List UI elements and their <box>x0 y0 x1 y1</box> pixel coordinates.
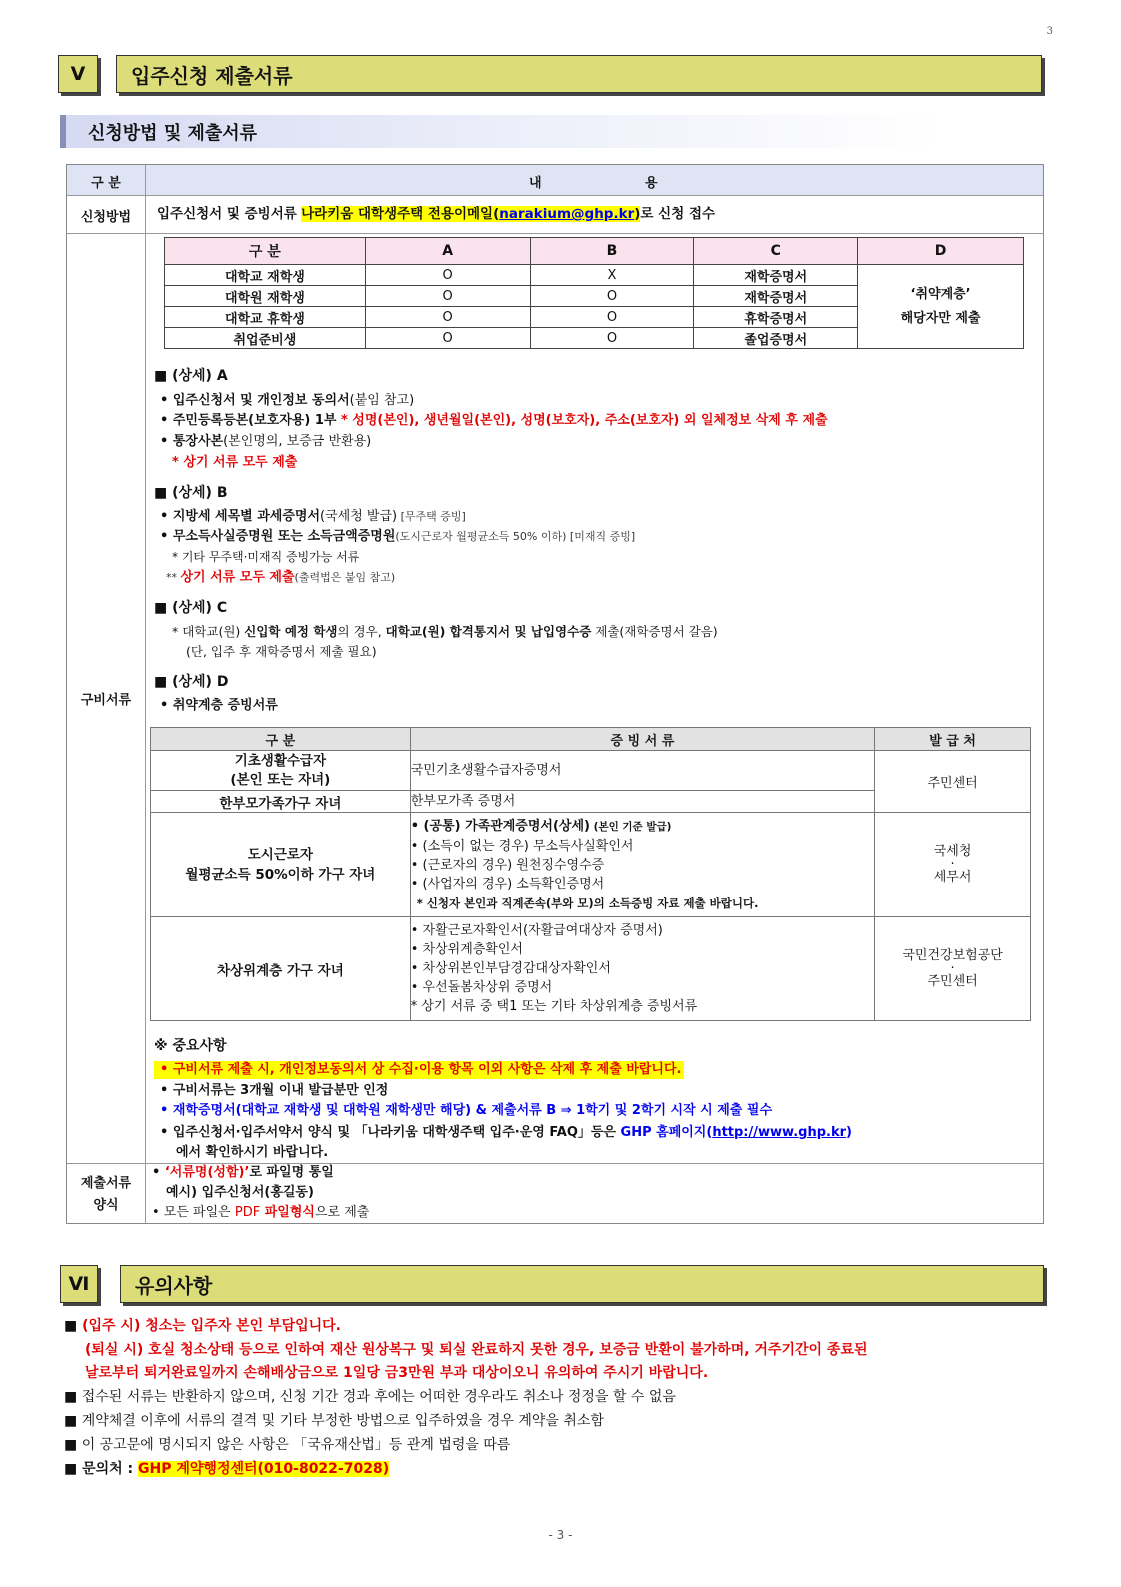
ghp-homepage-link[interactable]: http://www.ghp.kr <box>712 1125 846 1140</box>
table-row: 대학교 재학생 O X 재학증명서 ‘취약계층’ 해당자만 제출 <box>165 265 1024 286</box>
notice-3: ■ 계약체결 이후에 서류의 결격 및 기타 부정한 방법으로 입주하였을 경우 계약을 취소함 <box>64 1413 604 1429</box>
header-content-b: 용 <box>645 176 658 191</box>
section-6-number: Ⅵ <box>60 1265 98 1303</box>
cat-header-b: B <box>530 238 694 265</box>
notice-5: ■ 문의처 : GHP 계약행정센터(010-8022-7028) <box>64 1461 390 1477</box>
detail-d-item1: • 취약계층 증빙서류 <box>160 698 278 713</box>
section-6-title: 유의사항 <box>120 1265 1044 1303</box>
category-table <box>164 237 1024 349</box>
detail-a-title: ■ (상세) A <box>154 368 228 384</box>
section-5-number: Ⅴ <box>58 55 98 93</box>
important-item4: • 입주신청서·입주서약서 양식 및 「나라키움 대학생주택 입주·운영 FAQ」등은 GHP 홈페이지(http://www.ghp.kr) <box>160 1125 852 1140</box>
row-format-label: 제출서류 양식 <box>80 1176 132 1213</box>
notice-1-line2: (퇴실 시) 호실 청소상태 등으로 인하여 재산 원상복구 및 퇴실 완료하지 못한 경우, 보증금 반환이 불가하며, 거주기간이 종료된 <box>85 1342 868 1358</box>
main-table-header-bg <box>67 165 1043 195</box>
format-line2: 예시) 입주신청서(홍길동) <box>166 1185 314 1200</box>
header-category: 구 분 <box>91 176 121 191</box>
cat-header-a: A <box>365 238 530 265</box>
format-line1: • ‘서류명(성함)’로 파일명 통일 <box>152 1165 334 1180</box>
format-line3: • 모든 파일은 PDF 파일형식으로 제출 <box>152 1205 370 1220</box>
proof-table <box>150 727 1031 1021</box>
cat-header-category: 구 분 <box>165 238 366 265</box>
apply-email-link[interactable]: narakium@ghp.kr <box>499 206 635 222</box>
table-row: 한부모가족가구 자녀 한부모가족 증명서 <box>151 791 1031 813</box>
cat-header-c: C <box>694 238 858 265</box>
section-5-title: 입주신청 제출서류 <box>116 55 1042 93</box>
page-footer: - 3 - <box>548 1528 573 1542</box>
row-apply-label: 신청방법 <box>80 210 132 225</box>
proof-header-docs: 증 빙 서 류 <box>410 728 874 751</box>
row-docs-label: 구비서류 <box>80 693 132 708</box>
detail-b-title: ■ (상세) B <box>154 485 228 501</box>
notice-4: ■ 이 공고문에 명시되지 않은 사항은 「국유재산법」등 관계 법령을 따름 <box>64 1437 511 1453</box>
detail-a-item1: • 입주신청서 및 개인정보 동의서(붙임 참고) <box>160 393 415 408</box>
cat-header-d: D <box>858 238 1024 265</box>
proof-header-category: 구 분 <box>151 728 411 751</box>
detail-c-title: ■ (상세) C <box>154 600 228 616</box>
table-row: 취업준비생 O O 졸업증명서 <box>165 328 1024 349</box>
corner-page-number: 3 <box>1046 26 1053 37</box>
detail-d-title: ■ (상세) D <box>154 674 229 690</box>
detail-c-line1: * 대학교(원) 신입학 예정 학생의 경우, 대학교(원) 합격통지서 및 납입영수증 제출(재학증명서 갈음) <box>172 624 718 639</box>
detail-a-note: * 상기 서류 모두 제출 <box>172 455 298 470</box>
table-row: 차상위계층 가구 자녀 • 자활근로자확인서(자활급여대상자 증명서) • 차상위계층확인서 • 차상위본인부담경감대상자확인서 • 우선돌봄차상위 증명서 * 상기 서류 중 택1 또는 기타 차상위계층 증빙서류 국민건강보험공단 · 주민센터 <box>151 917 1031 1021</box>
row-apply-text: 입주신청서 및 증빙서류 나라키움 대학생주택 전용이메일(narakium@ghp.kr)로 신청 접수 <box>157 206 716 222</box>
notice-1-line3: 날로부터 퇴거완료일까지 손해배상금으로 1일당 금3만원 부과 대상이오니 유의하여 주시기 바랍니다. <box>85 1365 709 1381</box>
subheading: 신청방법 및 제출서류 <box>60 115 940 148</box>
proof-header-issuer: 발 급 처 <box>875 728 1031 751</box>
important-item2: • 구비서류는 3개월 이내 발급분만 인정 <box>160 1083 389 1098</box>
table-row: 도시근로자 월평균소득 50%이하 가구 자녀 • (공통) 가족관계증명서(상세) (본인 기준 발급) • (소득이 없는 경우) 무소득사실확인서 • (근로자의 경우) 원천징수영수증 • (사업자의 경우) 소득확인증명서 * 신청자 본인과 직계존속(부와 모)의 소득증빙 자료 제출 바랍니다. 국세청 · 세무서 <box>151 813 1031 917</box>
detail-a-item3: • 통장사본(본인명의, 보증금 반환용) <box>160 434 372 449</box>
table-row: 대학원 재학생 O O 재학증명서 <box>165 286 1024 307</box>
detail-b-item1: • 지방세 세목별 과세증명서(국세청 발급) [무주택 증빙] <box>160 509 466 524</box>
detail-a-item2: • 주민등록등본(보호자용) 1부 * 성명(본인), 생년월일(본인), 성명(보호자), 주소(보호자) 외 일체정보 삭제 후 제출 <box>160 413 828 428</box>
detail-b-note1: * 기타 무주택·미재직 증빙가능 서류 <box>172 550 360 564</box>
table-row: 기초생활수급자 (본인 또는 자녀) 국민기초생활수급자증명서 주민센터 <box>151 751 1031 791</box>
detail-c-line2: (단, 입주 후 재학증명서 제출 필요) <box>186 644 377 659</box>
important-item4-line2: 에서 확인하시기 바랍니다. <box>176 1145 329 1160</box>
notice-2: ■ 접수된 서류는 반환하지 않으며, 신청 기간 경과 후에는 어떠한 경우라도 취소나 정정을 할 수 없음 <box>64 1389 676 1405</box>
cat-d-note: ‘취약계층’ 해당자만 제출 <box>858 265 1024 349</box>
detail-b-note2: ** 상기 서류 모두 제출(출력법은 붙임 참고) <box>166 570 396 585</box>
detail-b-item2: • 무소득사실증명원 또는 소득금액증명원(도시근로자 월평균소득 50% 이하) [미재직 증빙] <box>160 529 636 544</box>
important-item3: • 재학증명서(대학교 재학생 및 대학원 재학생만 해당) & 제출서류 B ⇒ 1학기 및 2학기 시작 시 제출 필수 <box>160 1103 773 1118</box>
notice-1-line1: ■ (입주 시) 청소는 입주자 본인 부담입니다. <box>64 1318 341 1334</box>
important-item1: • 구비서류 제출 시, 개인정보동의서 상 수집·이용 항목 이외 사항은 삭제 후 제출 바랍니다. <box>154 1061 684 1079</box>
important-title: ※ 중요사항 <box>154 1038 227 1054</box>
table-row: 대학교 휴학생 O O 휴학증명서 <box>165 307 1024 328</box>
header-content-a: 내 <box>529 176 542 191</box>
